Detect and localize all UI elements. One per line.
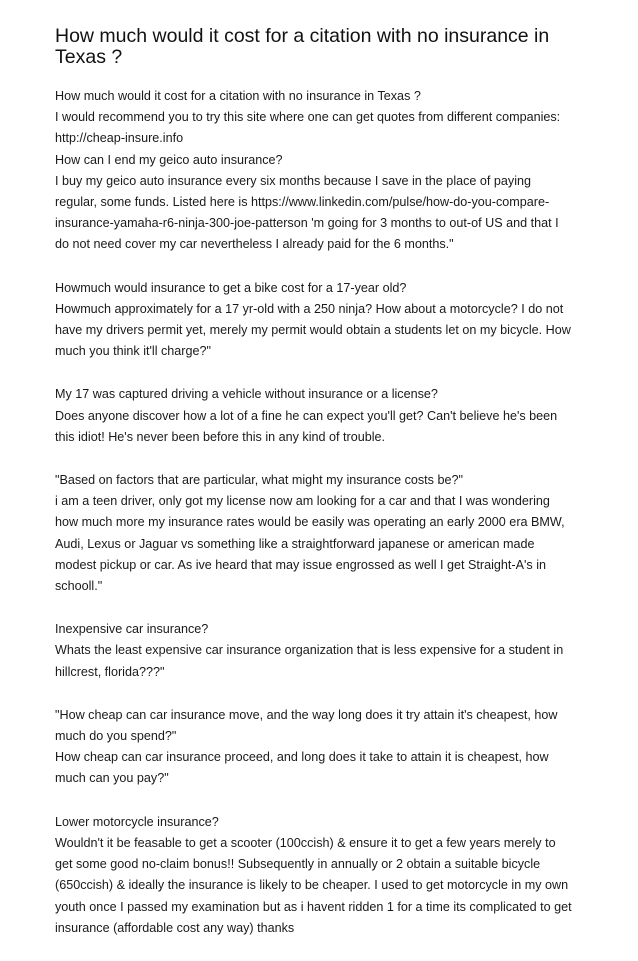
text-line: "Based on factors that are particular, what might my insurance costs be?" — [55, 473, 463, 488]
text-line: My 17 was captured driving a vehicle without insurance or a license? — [55, 387, 438, 402]
text-line: Inexpensive car insurance? — [55, 622, 209, 637]
text-line: Howmuch approximately for a 17 yr-old with a 250 ninja? How about a motorcycle? I do not — [55, 301, 564, 316]
title-line: How much would it cost for a citation with no insurance in — [55, 25, 550, 47]
paragraph-block — [55, 619, 595, 683]
paragraph-block — [55, 86, 595, 256]
text-line: schooll." — [55, 579, 103, 594]
text-line: regular, some funds. Listed here is https://www.linkedin.com/pulse/how-do-you-compare- — [55, 195, 550, 210]
text-line: How can I end my geico auto insurance? — [55, 152, 283, 167]
text-line: How cheap can car insurance proceed, and long does it take to attain it is cheapest, how — [55, 750, 549, 765]
text-line: Whats the least expensive car insurance organization that is less expensive for a student in — [55, 643, 564, 658]
text-line: Audi, Lexus or Jaguar vs something like a straightforward japanese or american made — [55, 536, 535, 551]
text-line: much you think it'll charge?" — [55, 344, 211, 359]
text-line: modest pickup or car. As ive heard that may issue engrossed as well I get Straight-A's in — [55, 557, 547, 572]
text-line: "How cheap can car insurance move, and the way long does it try attain it's cheapest, how — [55, 707, 558, 722]
text-line: Lower motorcycle insurance? — [55, 814, 219, 829]
text-line: I buy my geico auto insurance every six months because I save in the place of paying — [55, 173, 532, 188]
text-line: Wouldn't it be feasable to get a scooter (100ccish) & ensure it to get a few years merely to — [55, 835, 556, 850]
text-line: How much would it cost for a citation with no insurance in Texas ? — [55, 89, 421, 103]
text-line: get some good no-claim bonus!! Subsequently in annually or 2 obtain a suitable bicycle — [55, 857, 541, 872]
text-line: have my drivers permit yet, merely my permit would obtain a students let on my bicycle. How — [55, 323, 571, 338]
text-line: do not need cover my car nevertheless I already paid for the 6 months." — [55, 237, 454, 252]
paragraph-block — [55, 812, 595, 939]
text-line: insurance (affordable cost any way) thanks — [55, 920, 295, 935]
text-line: http://cheap-insure.info — [55, 131, 184, 146]
paragraph-block — [55, 705, 595, 790]
text-line: much do you spend?" — [55, 729, 177, 744]
title-line: Texas ? — [55, 46, 123, 68]
document-page — [55, 26, 595, 961]
text-line: i am a teen driver, only got my license now am looking for a car and that I was wondering — [55, 494, 550, 509]
text-line: hillcrest, florida???" — [55, 664, 165, 679]
text-line: insurance-yamaha-r6-ninja-300-joe-patterson 'm going for 3 months to out-of US and that I — [55, 216, 559, 231]
paragraph-block — [55, 470, 595, 597]
text-line: (650ccish) & ideally the insurance is likely to be cheaper. I used to get motorcycle in my own — [55, 878, 569, 893]
text-line: how much more my insurance rates would be easily was operating an early 2000 era BMW, — [55, 515, 565, 530]
text-line: Howmuch would insurance to get a bike cost for a 17-year old? — [55, 280, 407, 295]
document-title — [55, 26, 595, 68]
text-line: much can you pay?" — [55, 771, 169, 786]
paragraph-block — [55, 278, 595, 363]
text-line: Does anyone discover how a lot of a fine he can expect you'll get? Can't believe he's been — [55, 408, 558, 423]
paragraph-block — [55, 384, 595, 448]
text-line: I would recommend you to try this site where one can get quotes from different companies: — [55, 110, 561, 125]
text-line: youth once I passed my examination but as i havent ridden 1 for a time its complicated to get — [55, 899, 572, 914]
text-line: this idiot! He's never been before this in any kind of trouble. — [55, 429, 386, 444]
